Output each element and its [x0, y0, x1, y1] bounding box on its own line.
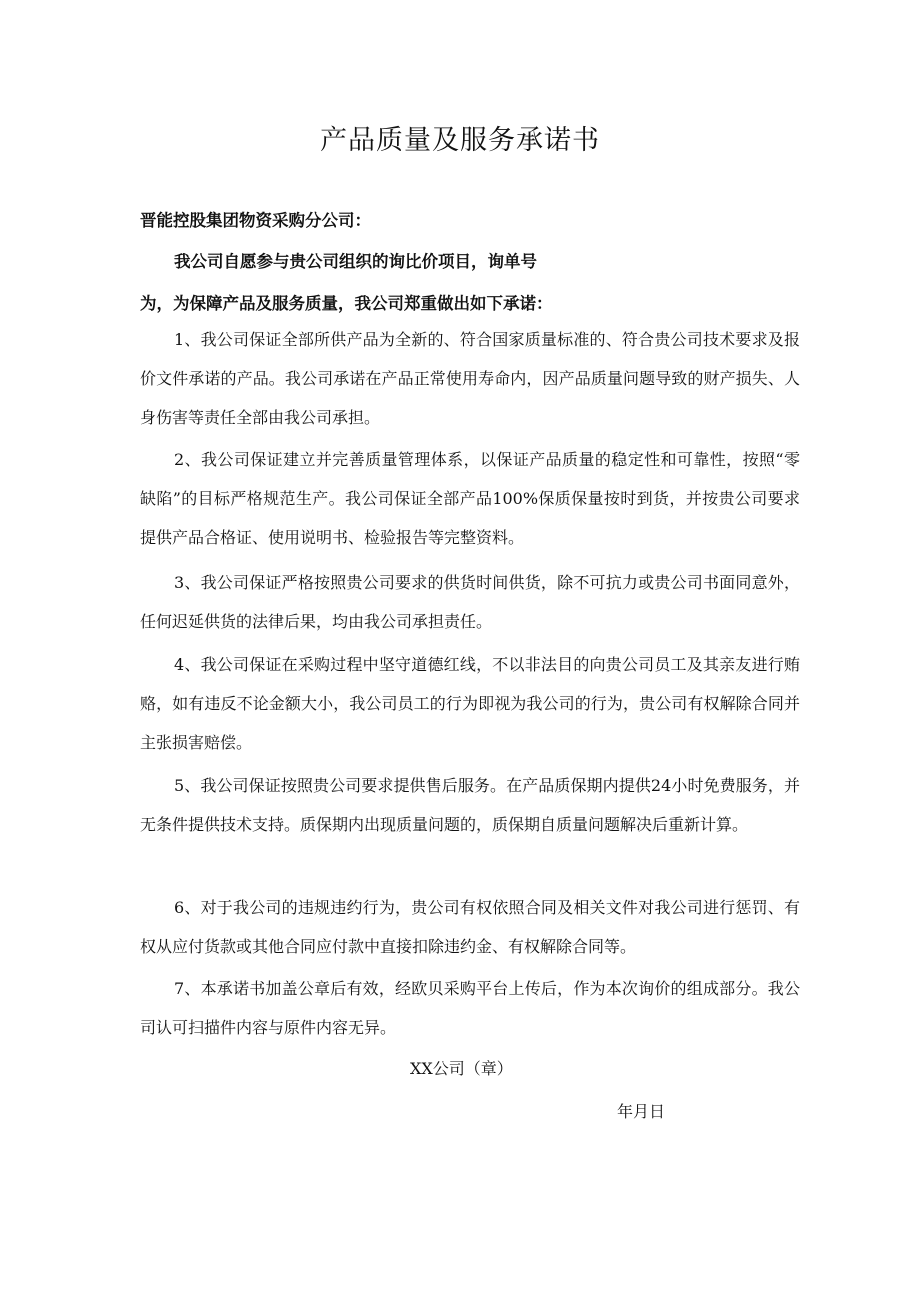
- date-line: 年月日: [617, 1102, 666, 1121]
- clause-4: 4、我公司保证在采购过程中坚守道德红线，不以非法目的向贵公司员工及其亲友进行贿赂，如有违反不论金额大小，我公司员工的行为即视为我公司的行为，贵公司有权解除合同并主张损害赔偿。: [140, 655, 800, 752]
- intro-line-1: 我公司自愿参与贵公司组织的询比价项目，询单号: [174, 252, 537, 271]
- clause-7: 7、本承诺书加盖公章后有效，经欧贝采购平台上传后，作为本次询价的组成部分。我公司认可扫描件内容与原件内容无异。: [140, 979, 800, 1037]
- clause-1: 1、我公司保证全部所供产品为全新的、符合国家质量标准的、符合贵公司技术要求及报价文件承诺的产品。我公司承诺在产品正常使用寿命内，因产品质量问题导致的财产损失、人身伤害等责任全部由我公司承担。: [140, 330, 800, 427]
- clause-3: 3、我公司保证严格按照贵公司要求的供货时间供货，除不可抗力或贵公司书面同意外，任何迟延供货的法律后果，均由我公司承担责任。: [140, 573, 800, 631]
- clause-5: 5、我公司保证按照贵公司要求提供售后服务。在产品质保期内提供24小时免费服务，并无条件提供技术支持。质保期内出现质量问题的，质保期自质量问题解决后重新计算。: [140, 776, 800, 834]
- clause-6: 6、对于我公司的违规违约行为，贵公司有权依照合同及相关文件对我公司进行惩罚、有权从应付货款或其他合同应付款中直接扣除违约金、有权解除合同等。: [140, 898, 800, 956]
- company-seal-line: XX公司（章）: [410, 1059, 513, 1078]
- document-title: 产品质量及服务承诺书: [320, 125, 600, 156]
- intro-line-2: 为，为保障产品及服务质量，我公司郑重做出如下承诺：: [140, 294, 553, 313]
- clause-2: 2、我公司保证建立并完善质量管理体系，以保证产品质量的稳定性和可靠性，按照“零缺陷”的目标严格规范生产。我公司保证全部产品100%保质保量按时到货，并按贵公司要求提供产品合格证、使用说明书、检验报告等完整资料。: [140, 450, 800, 547]
- addressee: 晋能控股集团物资采购分公司：: [140, 211, 371, 230]
